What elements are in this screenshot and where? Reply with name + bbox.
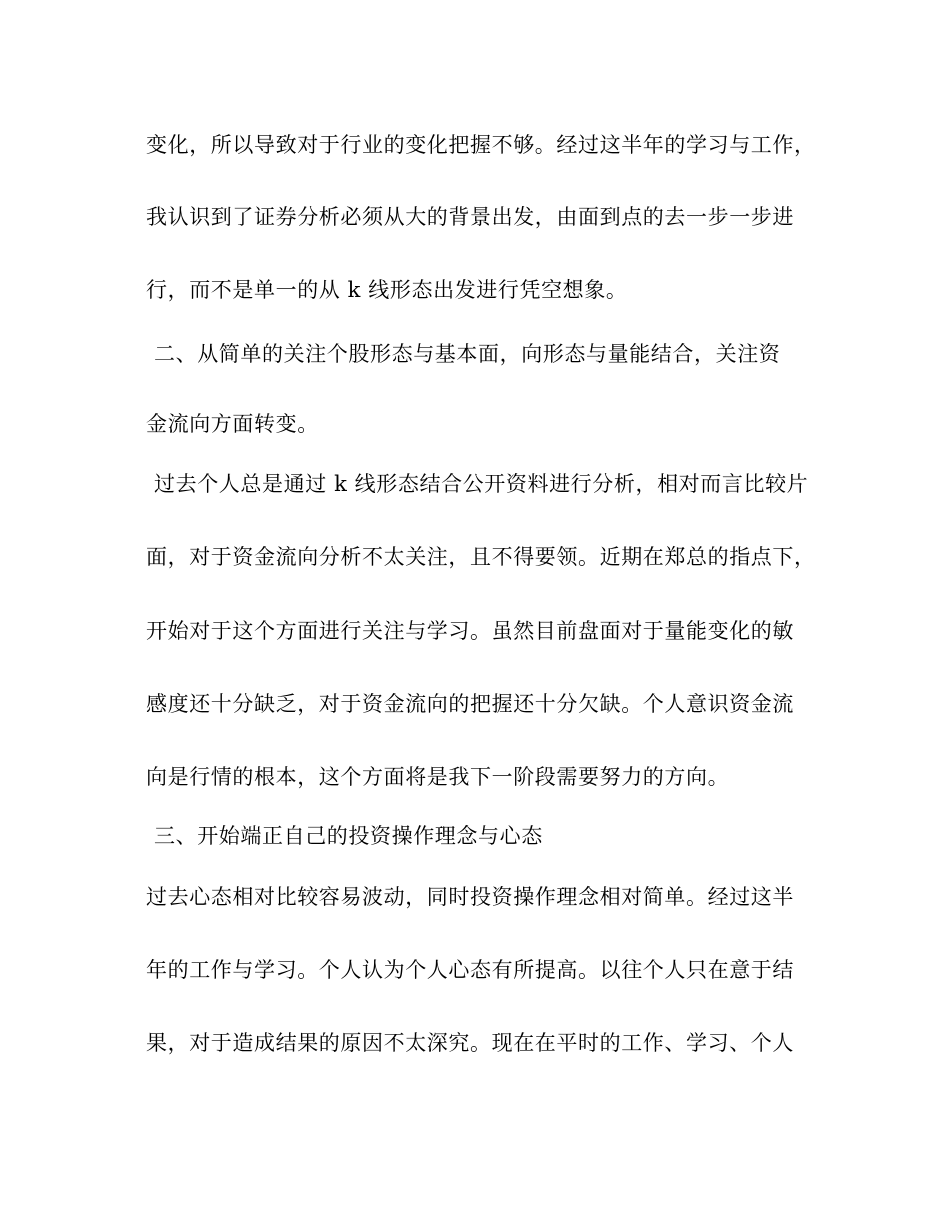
text-line: 感度还十分缺乏，对于资金流向的把握还十分欠缺。个人意识资金流	[146, 692, 794, 716]
text-line: 年的工作与学习。个人认为个人心态有所提高。以往个人只在意于结	[146, 958, 794, 982]
text-line: 我认识到了证券分析必须从大的背景出发，由面到点的去一步一步进	[146, 205, 794, 229]
text-line: 金流向方面转变。	[146, 412, 319, 436]
text-line: 向是行情的根本，这个方面将是我下一阶段需要努力的方向。	[146, 765, 730, 789]
text-line: 变化，所以导致对于行业的变化把握不够。经过这半年的学习与工作，	[146, 133, 816, 157]
text-line: 面，对于资金流向分析不太关注，且不得要领。近期在郑总的指点下，	[146, 545, 816, 569]
text-line: 果，对于造成结果的原因不太深究。现在在平时的工作、学习、个人	[146, 1031, 794, 1055]
text-line: 开始对于这个方面进行关注与学习。虽然目前盘面对于量能变化的敏	[146, 619, 794, 643]
paragraph-start: 过去个人总是通过 k 线形态结合公开资料进行分析，相对而言比较片	[154, 472, 809, 496]
text-line: 行，而不是单一的从 k 线形态出发进行凭空想象。	[146, 278, 628, 302]
section-heading-2: 二、从简单的关注个股形态与基本面，向形态与量能结合，关注资	[154, 342, 781, 366]
section-heading-3: 三、开始端正自己的投资操作理念与心态	[154, 824, 543, 848]
text-line: 过去心态相对比较容易波动，同时投资操作理念相对简单。经过这半	[146, 885, 794, 909]
